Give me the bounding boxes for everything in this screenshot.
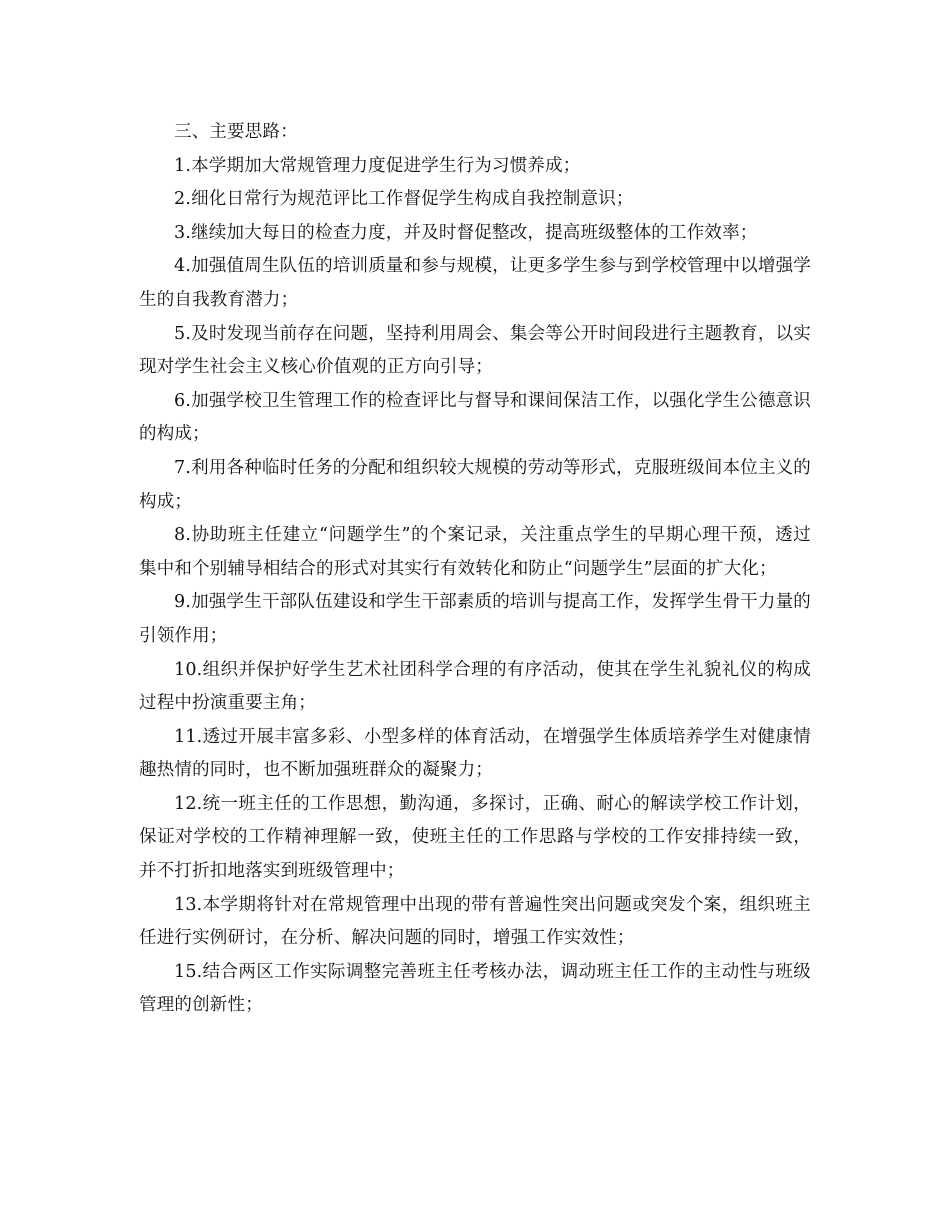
document-body bbox=[139, 116, 811, 1023]
list-item: 7.利用各种临时任务的分配和组织较大规模的劳动等形式，克服班级间本位主义的构成； bbox=[139, 457, 811, 512]
list-item: 11.透过开展丰富多彩、小型多样的体育活动，在增强学生体质培养学生对健康情趣热情的同时，也不断加强班群众的凝聚力； bbox=[139, 726, 811, 781]
list-item: 2.细化日常行为规范评比工作督促学生构成自我控制意识； bbox=[174, 189, 634, 210]
list-item: 10.组织并保护好学生艺术社团科学合理的有序活动，使其在学生礼貌礼仪的构成过程中扮演重要主角； bbox=[139, 659, 811, 714]
list-item: 13.本学期将针对在常规管理中出现的带有普遍性突出问题或突发个案，组织班主任进行实例研讨，在分析、解决问题的同时，增强工作实效性； bbox=[139, 894, 811, 949]
list-item: 3.继续加大每日的检查力度，并及时督促整改，提高班级整体的工作效率； bbox=[174, 222, 758, 243]
list-item: 8.协助班主任建立“问题学生”的个案记录，关注重点学生的早期心理干预，透过集中和个别辅导相结合的形式对其实行有效转化和防止“问题学生”层面的扩大化； bbox=[139, 525, 811, 579]
section-heading: 三、主要思路： bbox=[174, 122, 298, 142]
list-item: 4.加强值周生队伍的培训质量和参与规模，让更多学生参与到学校管理中以增强学生的自我教育潜力； bbox=[139, 256, 811, 310]
list-item: 1.本学期加大常规管理力度促进学生行为习惯养成； bbox=[174, 155, 581, 176]
list-item: 12.统一班主任的工作思想，勤沟通，多探讨，正确、耐心的解读学校工作计划，保证对学校的工作精神理解一致，使班主任的工作思路与学校的工作安排持续一致，并不打折扣地落实到班级管理中； bbox=[139, 793, 811, 882]
list-item: 6.加强学校卫生管理工作的检查评比与督导和课间保洁工作，以强化学生公德意识的构成； bbox=[139, 390, 811, 445]
list-item: 5.及时发现当前存在问题，坚持利用周会、集会等公开时间段进行主题教育，以实现对学生社会主义核心价值观的正方向引导； bbox=[139, 323, 811, 378]
list-item: 9.加强学生干部队伍建设和学生干部素质的培训与提高工作，发挥学生骨干力量的引领作用； bbox=[139, 592, 811, 646]
list-item: 15.结合两区工作实际调整完善班主任考核办法，调动班主任工作的主动性与班级管理的创新性； bbox=[139, 961, 811, 1016]
